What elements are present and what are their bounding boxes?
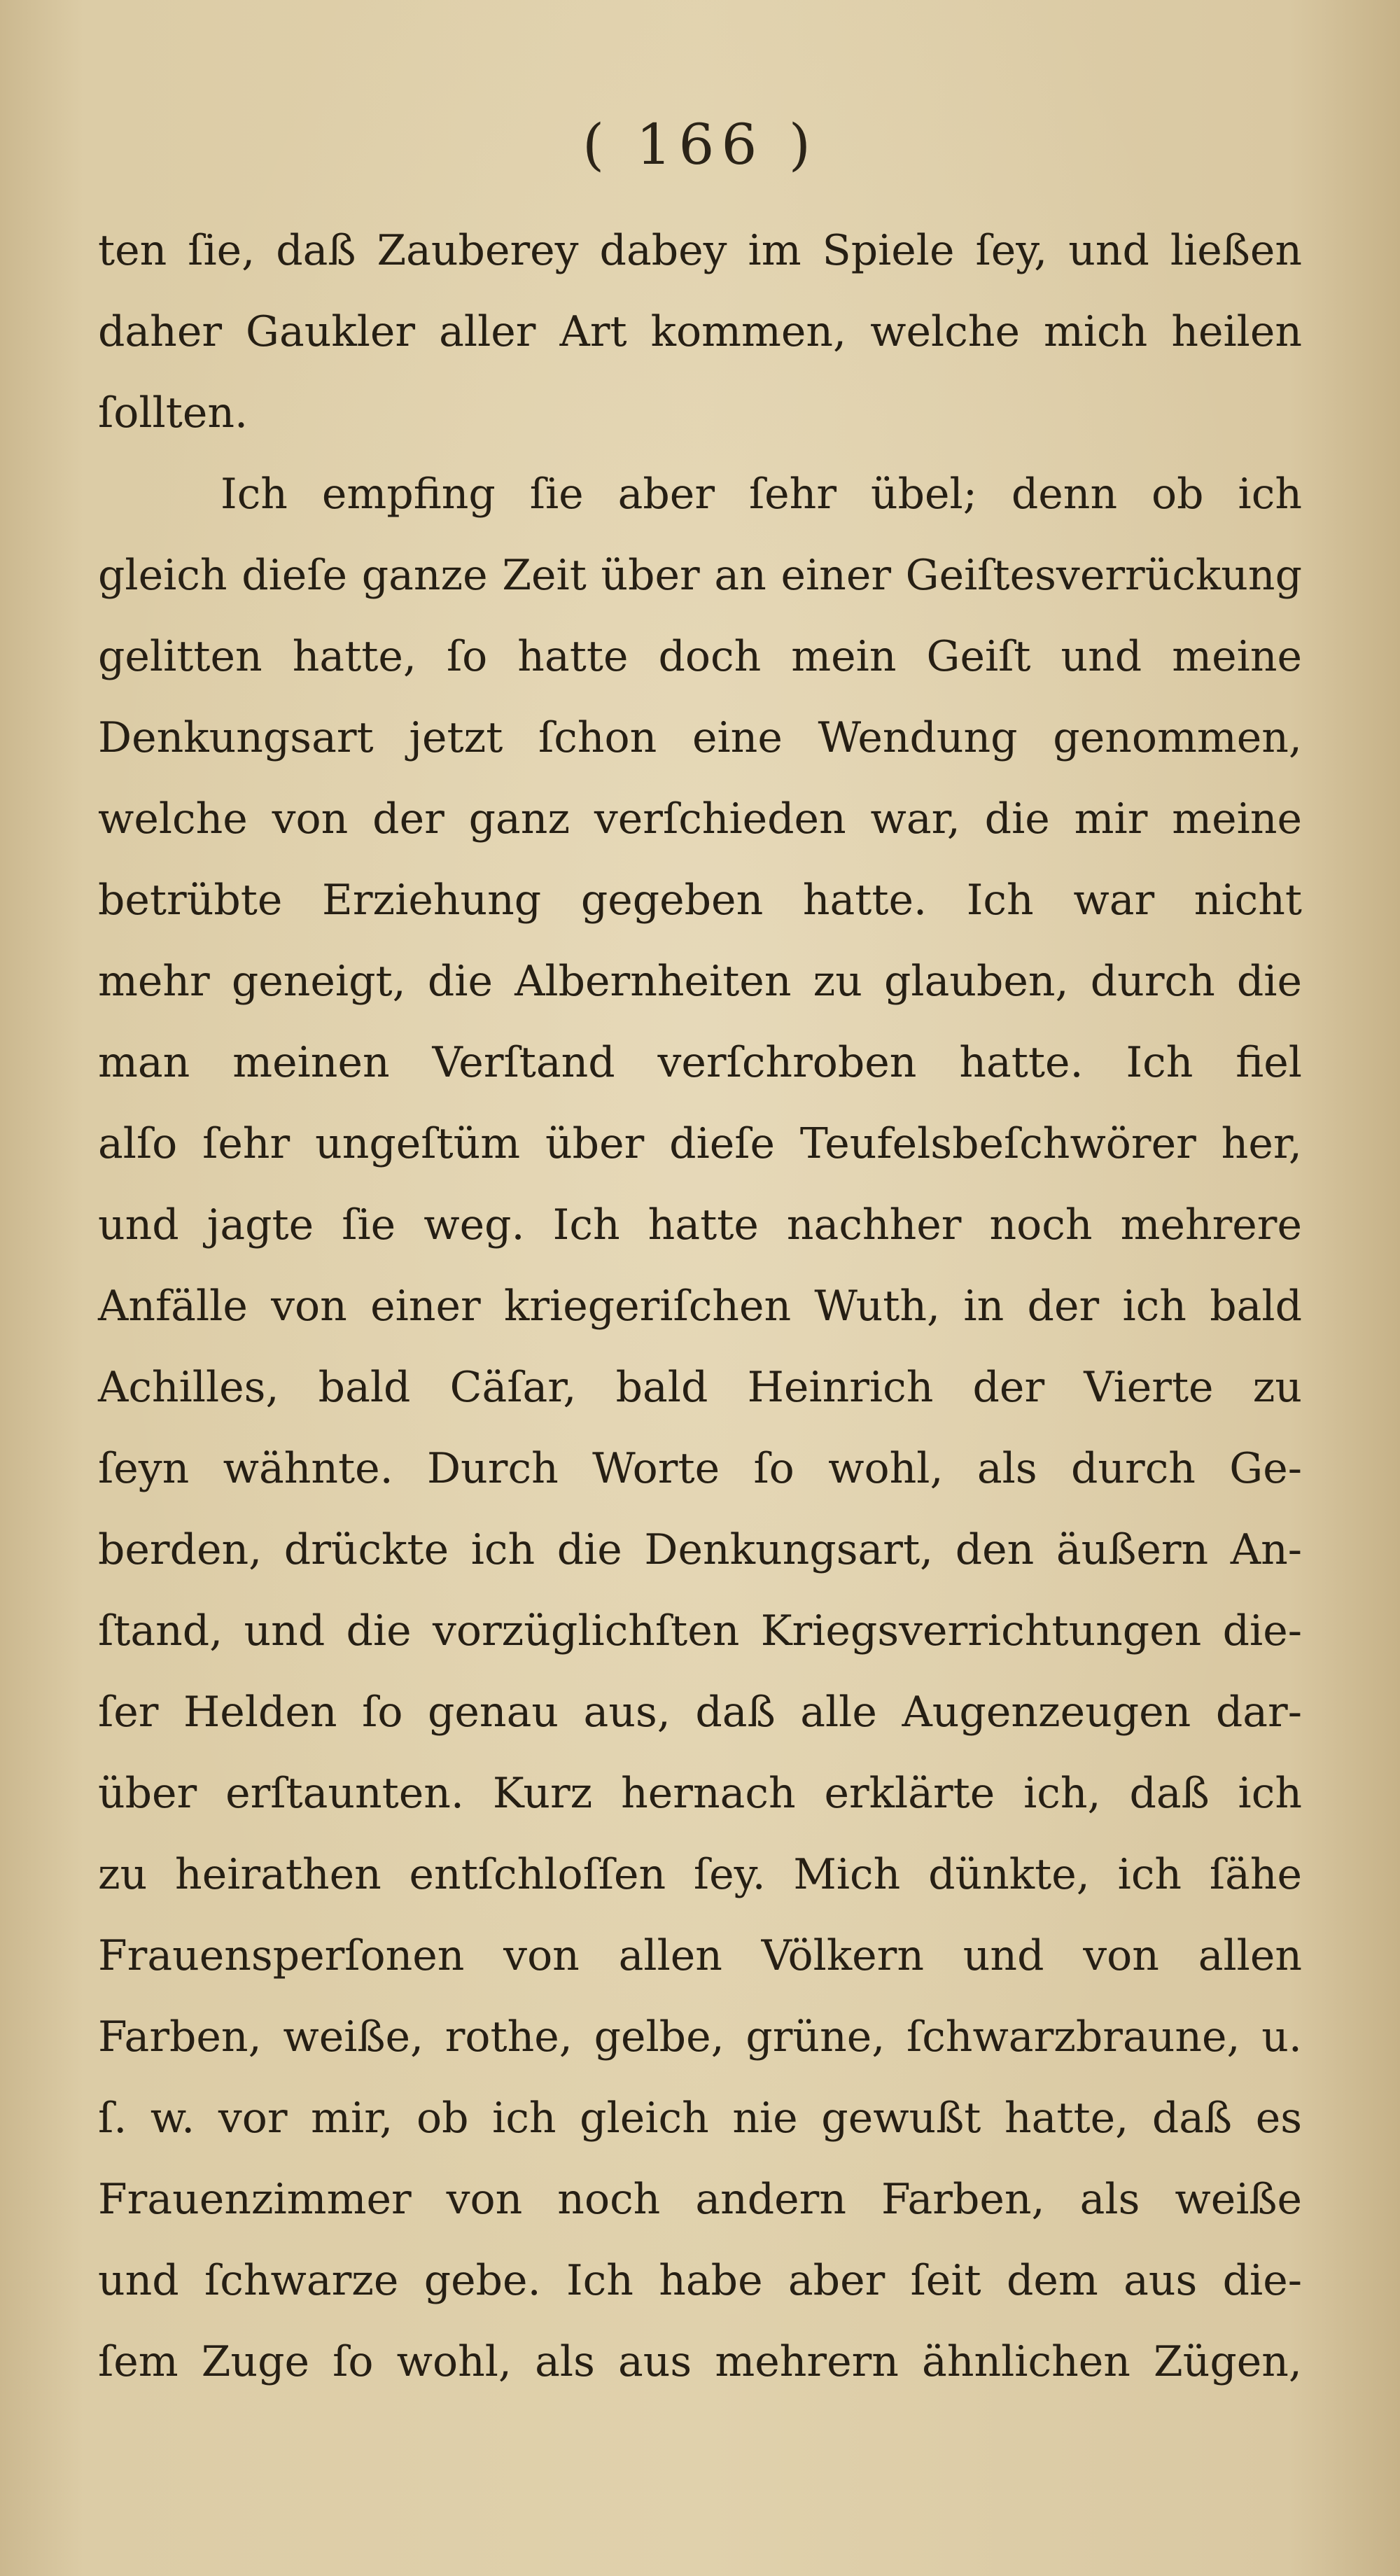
text-line: gleich dieſe ganze Zeit über an einer Geiſtesverrückung (98, 551, 1302, 600)
text-line: zu heirathen entſchloſſen ſey. Mich dünkte, ich ſähe (98, 1850, 1302, 1899)
text-line: ſer Helden ſo genau aus, daß alle Augenzeugen dar- (98, 1688, 1302, 1737)
text-line: man meinen Verſtand verſchroben hatte. Ich fiel (98, 1038, 1302, 1087)
text-line: gelitten hatte, ſo hatte doch mein Geiſt und meine (98, 632, 1302, 681)
text-line: Frauenzimmer von noch andern Farben, als weiße (98, 2175, 1302, 2224)
text-line: ſ. w. vor mir, ob ich gleich nie gewußt hatte, daß es (98, 2094, 1302, 2143)
text-line: ſtand, und die vorzüglichſten Kriegsverrichtungen die- (98, 1606, 1302, 1656)
text-line: ſollten. (98, 388, 248, 438)
text-line: mehr geneigt, die Albernheiten zu glauben, durch die (98, 957, 1302, 1006)
text-line: ſem Zuge ſo wohl, als aus mehrern ähnlichen Zügen, (98, 2337, 1302, 2386)
text-line: und ſchwarze gebe. Ich habe aber ſeit dem aus die- (98, 2256, 1302, 2305)
text-line: ten ſie, daß Zauberey dabey im Spiele ſey, und ließen (98, 226, 1302, 275)
body-text (98, 210, 1302, 2402)
text-line: alſo ſehr ungeſtüm über dieſe Teufelsbeſchwörer her, (98, 1119, 1302, 1168)
page-number: ( 166 ) (582, 112, 818, 177)
text-line: daher Gaukler aller Art kommen, welche mich heilen (98, 307, 1302, 356)
text-line: Achilles, bald Cäſar, bald Heinrich der Vierte zu (98, 1363, 1302, 1412)
text-line: ſeyn wähnte. Durch Worte ſo wohl, als durch Ge- (98, 1444, 1302, 1493)
text-line: welche von der ganz verſchieden war, die mir meine (98, 794, 1302, 844)
text-line: berden, drückte ich die Denkungsart, den äußern An- (98, 1525, 1302, 1574)
text-line: betrübte Erziehung gegeben hatte. Ich war nicht (98, 876, 1302, 925)
text-line: Farben, weiße, rothe, gelbe, grüne, ſchwarzbraune, u. (98, 2012, 1302, 2062)
text-line: und jagte ſie weg. Ich hatte nachher noch mehrere (98, 1200, 1302, 1250)
text-line: Denkungsart jetzt ſchon eine Wendung genommen, (98, 713, 1302, 762)
text-line: über erſtaunten. Kurz hernach erklärte ich, daß ich (98, 1769, 1302, 1818)
paragraph-start-line: Ich empfing ſie aber ſehr übel; denn ob ich (220, 470, 1302, 519)
text-line: Frauensperſonen von allen Völkern und von allen (98, 1931, 1302, 1980)
text-line: Anfälle von einer kriegeriſchen Wuth, in der ich bald (98, 1282, 1302, 1331)
